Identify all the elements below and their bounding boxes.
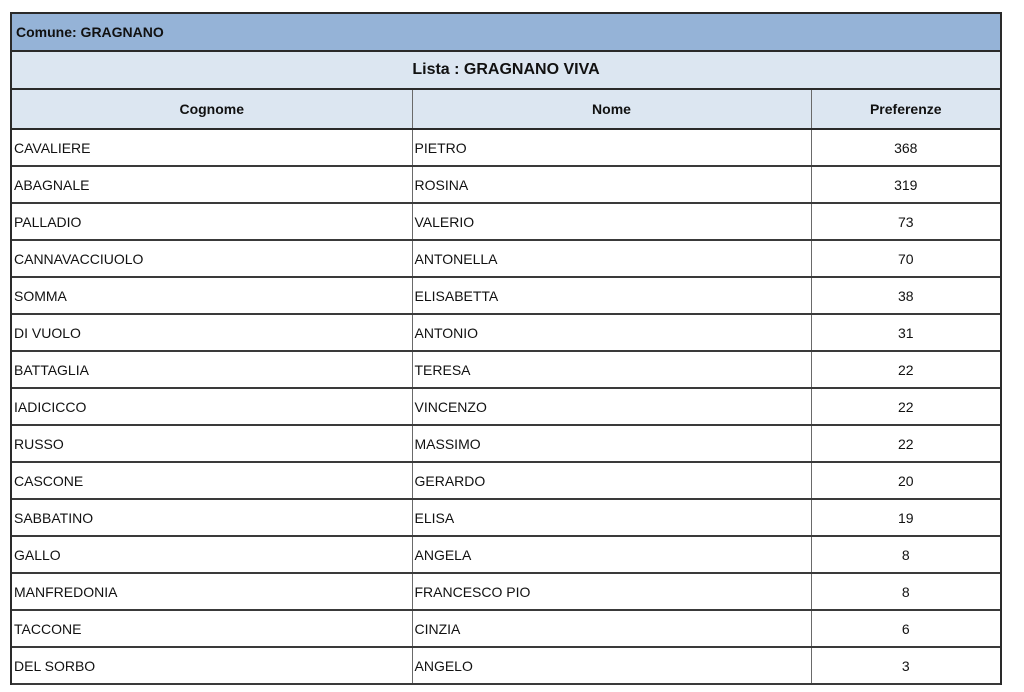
table-header-row: [12, 90, 1000, 129]
table-row: [12, 462, 1000, 499]
results-sheet: [10, 12, 1002, 685]
table-row: [12, 240, 1000, 277]
table-row: [12, 425, 1000, 462]
table-row: [12, 166, 1000, 203]
cell-cognome: CANNAVACCIUOLO: [12, 240, 412, 277]
table-row: [12, 314, 1000, 351]
cell-cognome: DEL SORBO: [12, 647, 412, 684]
cell-preferenze: 22: [811, 425, 1000, 462]
cell-preferenze: 73: [811, 203, 1000, 240]
cell-cognome: CAVALIERE: [12, 129, 412, 166]
cell-cognome: RUSSO: [12, 425, 412, 462]
cell-nome: TERESA: [412, 351, 811, 388]
cell-preferenze: 368: [811, 129, 1000, 166]
cell-cognome: PALLADIO: [12, 203, 412, 240]
table-row: [12, 573, 1000, 610]
cell-preferenze: 70: [811, 240, 1000, 277]
cell-nome: GERARDO: [412, 462, 811, 499]
cell-preferenze: 22: [811, 351, 1000, 388]
cell-nome: PIETRO: [412, 129, 811, 166]
comune-title: Comune: GRAGNANO: [12, 14, 1000, 52]
cell-nome: VALERIO: [412, 203, 811, 240]
cell-preferenze: 38: [811, 277, 1000, 314]
cell-cognome: BATTAGLIA: [12, 351, 412, 388]
cell-preferenze: 8: [811, 536, 1000, 573]
table-row: [12, 536, 1000, 573]
cell-nome: ANTONIO: [412, 314, 811, 351]
cell-cognome: CASCONE: [12, 462, 412, 499]
cell-preferenze: 3: [811, 647, 1000, 684]
cell-cognome: TACCONE: [12, 610, 412, 647]
cell-cognome: MANFREDONIA: [12, 573, 412, 610]
cell-nome: ANGELO: [412, 647, 811, 684]
cell-cognome: IADICICCO: [12, 388, 412, 425]
table-row: [12, 499, 1000, 536]
table-row: [12, 610, 1000, 647]
cell-nome: ROSINA: [412, 166, 811, 203]
cell-cognome: SABBATINO: [12, 499, 412, 536]
cell-cognome: DI VUOLO: [12, 314, 412, 351]
cell-cognome: ABAGNALE: [12, 166, 412, 203]
table-row: [12, 647, 1000, 684]
table-row: [12, 277, 1000, 314]
column-header-cognome: Cognome: [12, 90, 412, 129]
table-row: [12, 388, 1000, 425]
cell-preferenze: 319: [811, 166, 1000, 203]
lista-title: Lista : GRAGNANO VIVA: [12, 52, 1000, 90]
cell-nome: VINCENZO: [412, 388, 811, 425]
cell-nome: ELISA: [412, 499, 811, 536]
cell-preferenze: 19: [811, 499, 1000, 536]
cell-nome: CINZIA: [412, 610, 811, 647]
column-header-preferenze: Preferenze: [811, 90, 1000, 129]
preferences-table: [12, 90, 1000, 685]
cell-nome: ANTONELLA: [412, 240, 811, 277]
cell-nome: MASSIMO: [412, 425, 811, 462]
table-row: [12, 351, 1000, 388]
table-body: [12, 129, 1000, 684]
column-header-nome: Nome: [412, 90, 811, 129]
table-row: [12, 203, 1000, 240]
cell-preferenze: 8: [811, 573, 1000, 610]
cell-preferenze: 20: [811, 462, 1000, 499]
cell-nome: FRANCESCO PIO: [412, 573, 811, 610]
cell-nome: ELISABETTA: [412, 277, 811, 314]
cell-cognome: SOMMA: [12, 277, 412, 314]
cell-cognome: GALLO: [12, 536, 412, 573]
cell-preferenze: 31: [811, 314, 1000, 351]
cell-nome: ANGELA: [412, 536, 811, 573]
cell-preferenze: 22: [811, 388, 1000, 425]
table-row: [12, 129, 1000, 166]
cell-preferenze: 6: [811, 610, 1000, 647]
